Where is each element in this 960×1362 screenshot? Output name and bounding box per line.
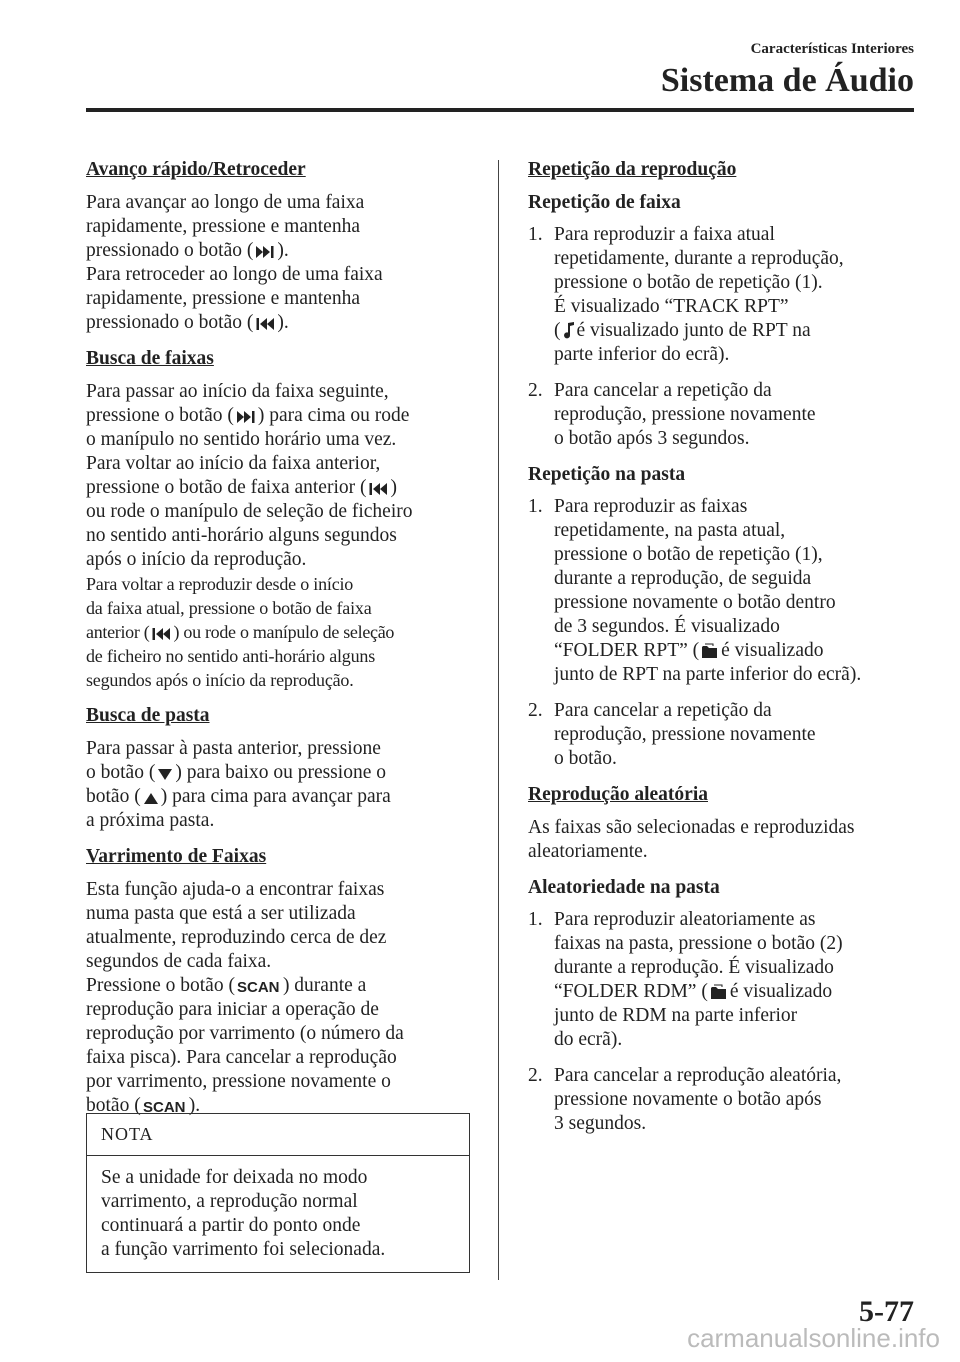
heading-random: Reprodução aleatória — [528, 784, 708, 805]
track-down-icon — [255, 317, 275, 331]
svg-text:SCAN: SCAN — [142, 1099, 186, 1114]
left-column — [86, 158, 471, 1130]
paragraph-track-search: Para passar ao início da faixa seguinte, pressione o botão ( ) para cima ou rode o manípulo no sentido horário uma vez. Para voltar ao início da faixa anterior, pressione o botão de faixa anterior ( ) ou rode o manípulo de seleção de ficheiro no sentido anti-horário alguns segundos após o início da reprodução. Para voltar a reproduzir desde o início da faixa atual, pressione o botão de faixa anterior ( ) ou rode o manípulo de seleção de ficheiro no sentido anti-horário alguns segundos após o início da reprodução. — [86, 381, 413, 690]
list-item: 1. Para reproduzir a faixa atual repetidamente, durante a reprodução, pressione o botão de repetição (1). É visualizado “TRACK RPT” ( é visualizado junto de RPT na parte inferior do ecrã). — [528, 224, 844, 365]
heading-fast-forward: Avanço rápido/Retroceder — [86, 159, 306, 180]
list-item: 2. Para cancelar a repetição da reprodução, pressione novamente o botão após 3 segundos. — [528, 380, 816, 449]
paragraph-folder-search: Para passar à pasta anterior, pressione o botão ( ) para baixo ou pressione o botão ( ) para cima para avançar para a próxima pasta. — [86, 738, 391, 831]
folder-up-icon — [143, 791, 159, 805]
page-number: 5-77 — [859, 1295, 914, 1328]
folder-icon — [701, 643, 719, 659]
section-name: Características Interiores — [750, 41, 914, 57]
page-title: Sistema de Áudio — [660, 62, 914, 99]
page-header — [661, 40, 914, 100]
list-item: 1. Para reproduzir as faixas repetidamente, na pasta atual, pressione o botão de repetição (1), durante a reprodução, de seguida pressione novamente o botão dentro de 3 segundos. É visualizado “FOLDER RPT” ( é visualizado junto de RPT na parte inferior do ecrã). — [528, 496, 862, 685]
column-divider — [498, 160, 499, 1280]
subheading-folder-repeat: Repetição na pasta — [528, 464, 686, 485]
track-up-icon — [236, 410, 256, 424]
scan-icon — [237, 978, 281, 994]
music-note-icon — [563, 321, 575, 339]
folder-icon — [710, 984, 728, 1000]
track-up-icon — [255, 245, 275, 259]
subheading-track-repeat: Repetição de faixa — [528, 192, 681, 213]
paragraph-fast-forward: Para avançar ao longo de uma faixa rapidamente, pressione e mantenha pressionado o botão ( ). Para retroceder ao longo de uma faixa rapidamente, pressione e mantenha pressionado o botão ( ). — [86, 192, 383, 333]
track-down-icon — [368, 482, 388, 496]
svg-text:SCAN: SCAN — [236, 979, 280, 994]
subheading-folder-random: Aleatoriedade na pasta — [528, 877, 720, 898]
list-item: 1. Para reproduzir aleatoriamente as faixas na pasta, pressione o botão (2) durante a reprodução. É visualizado “FOLDER RDM” ( é visualizado junto de RDM na parte inferior do ecrã). — [528, 909, 843, 1050]
list-item: 2. Para cancelar a repetição da reprodução, pressione novamente o botão. — [528, 700, 816, 769]
note-box — [86, 1113, 470, 1273]
paragraph-scan: Esta função ajuda-o a encontrar faixas numa pasta que está a ser utilizada atualmente, reproduzindo cerca de dez segundos de cada faixa. Pressione o botão ( SCAN ) durante a reprodução para iniciar a operação de reprodução por varrimento (o número da faixa pisca). Para cancelar a reprodução por varrimento, pressione novamente o botão ( SCAN ). — [86, 879, 404, 1116]
watermark: carmanualsonline.info — [687, 1323, 940, 1353]
heading-scan: Varrimento de Faixas — [86, 846, 267, 867]
paragraph-random: As faixas são selecionadas e reproduzidas aleatoriamente. — [528, 817, 855, 862]
list-item: 2. Para cancelar a reprodução aleatória, pressione novamente o botão após 3 segundos. — [528, 1065, 842, 1134]
heading-repeat: Repetição da reprodução — [528, 159, 737, 180]
folder-down-icon — [157, 767, 173, 781]
heading-folder-search: Busca de pasta — [86, 705, 210, 726]
track-down-icon — [151, 627, 171, 641]
right-column — [528, 158, 928, 1148]
note-body: Se a unidade for deixada no modo varrimento, a reprodução normal continuará a partir do ponto onde a função varrimento foi selecionada. — [101, 1167, 386, 1260]
note-title: NOTA — [87, 1114, 469, 1156]
scan-icon — [143, 1098, 187, 1114]
header-rule — [86, 108, 914, 112]
heading-track-search: Busca de faixas — [86, 348, 214, 369]
